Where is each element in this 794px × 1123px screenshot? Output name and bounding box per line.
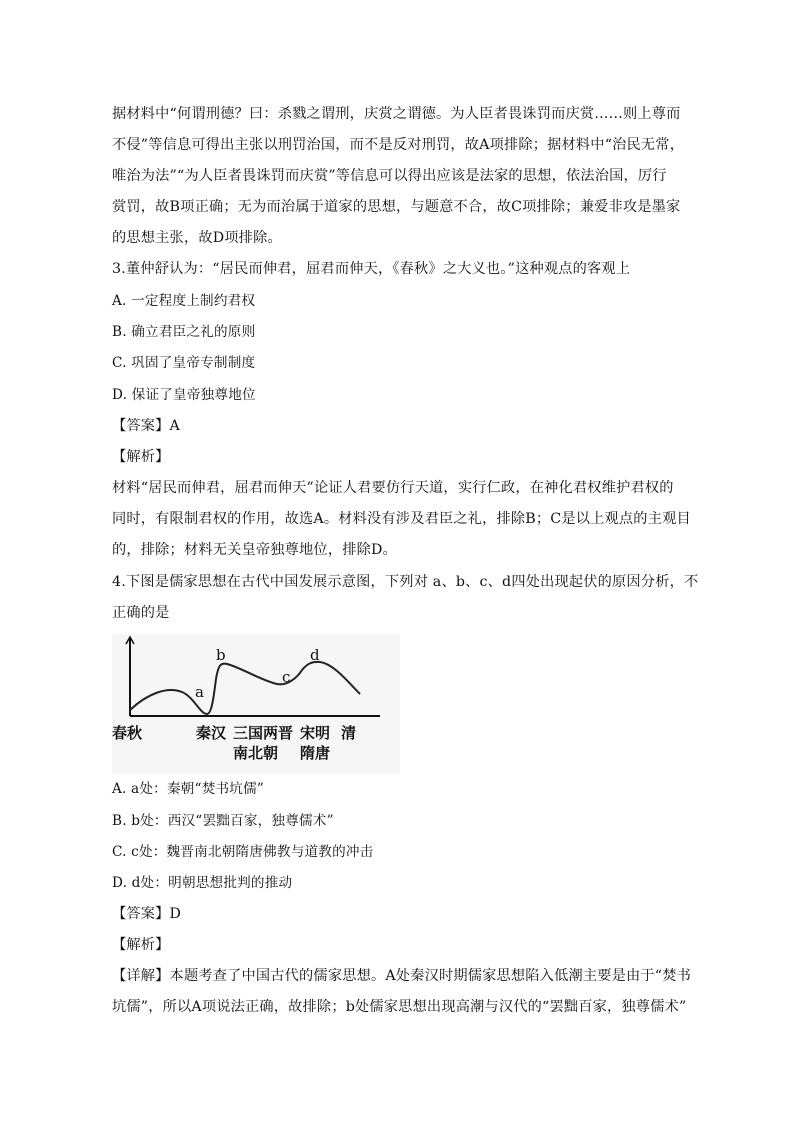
- q4-option-c: C. c处：魏晋南北朝隋唐佛教与道教的冲击: [112, 844, 374, 860]
- q3-analysis-heading: 【解析】: [112, 449, 170, 465]
- question-4-stem: 4.下图是儒家思想在古代中国发展示意图，下列对 a、b、c、d四处出现起伏的原因分析，不: [112, 574, 699, 590]
- axis-label-qinhan: 秦汉: [196, 724, 227, 742]
- axis-label-sanguo-liangjin: 三国两晋: [233, 724, 294, 742]
- analysis-line: 不侵”等信息可得出主张以刑罚治国，而不是反对刑罚，故A项排除；据材料中“治民无常，: [112, 137, 685, 153]
- q4-detail-line: 【详解】本题考查了中国古代的儒家思想。A处秦汉时期儒家思想陷入低潮主要是由于“焚书: [112, 968, 692, 984]
- q3-answer: 【答案】A: [112, 418, 180, 434]
- axis-label-chunqiu: 春秋: [112, 724, 143, 742]
- curve-diagram: [112, 634, 400, 774]
- q3-option-c: C. 巩固了皇帝专制制度: [112, 355, 256, 371]
- confucianism-trend-curve: [130, 662, 360, 714]
- q3-option-b: B. 确立君臣之礼的原则: [112, 324, 256, 340]
- analysis-line: 赏罚，故B项正确；无为而治属于道家的思想，与题意不合，故C项排除；兼爱非攻是墨家: [112, 199, 681, 215]
- q3-option-a: A. 一定程度上制约君权: [112, 293, 256, 309]
- point-label-c: c: [282, 668, 291, 686]
- q4-answer: 【答案】D: [112, 906, 182, 922]
- question-3-stem: 3.董仲舒认为：“居民而伸君，屈君而伸天，《春秋》之大义也。”这种观点的客观上: [112, 261, 631, 277]
- analysis-line: 的思想主张，故D项排除。: [112, 230, 282, 246]
- axis-label-nanbeichao: 南北朝: [233, 744, 279, 762]
- axis-label-songming: 宋明: [300, 724, 331, 742]
- q4-option-d: D. d处：明朝思想批判的推动: [112, 875, 293, 891]
- q4-detail-line: 坑儒”，所以A项说法正确，故排除；b处儒家思想出现高潮与汉代的“罢黜百家，独尊儒术”: [112, 999, 687, 1015]
- point-label-d: d: [310, 646, 320, 664]
- analysis-line: 据材料中“何谓刑德？曰：杀戮之谓刑，庆赏之谓德。为人臣者畏诛罚而庆赏……则上尊而: [112, 106, 681, 122]
- question-4-stem: 正确的是: [112, 605, 170, 621]
- q4-option-a: A. a处：秦朝“焚书坑儒”: [112, 781, 265, 797]
- point-label-a: a: [195, 683, 204, 701]
- axis-label-suitang: 隋唐: [300, 744, 331, 762]
- q3-option-d: D. 保证了皇帝独尊地位: [112, 387, 256, 403]
- q4-option-b: B. b处：西汉“罢黜百家，独尊儒术”: [112, 813, 334, 829]
- q4-analysis-heading: 【解析】: [112, 937, 170, 953]
- q3-analysis-line: 的，排除；材料无关皇帝独尊地位，排除D。: [112, 542, 397, 558]
- analysis-line: 唯治为法”“为人臣者畏诛罚而庆赏”等信息可以得出应该是法家的思想，依法治国，厉行: [112, 168, 667, 184]
- axis-label-qing: 清: [341, 724, 357, 742]
- point-label-b: b: [216, 646, 226, 664]
- q3-analysis-line: 同时，有限制君权的作用，故选A。材料没有涉及君臣之礼，排除B；C是以上观点的主观目: [112, 511, 691, 527]
- q3-analysis-line: 材料“居民而伸君，屈君而伸天”论证人君要仿行天道，实行仁政，在神化君权维护君权的: [112, 480, 674, 496]
- confucianism-development-figure: [112, 634, 400, 774]
